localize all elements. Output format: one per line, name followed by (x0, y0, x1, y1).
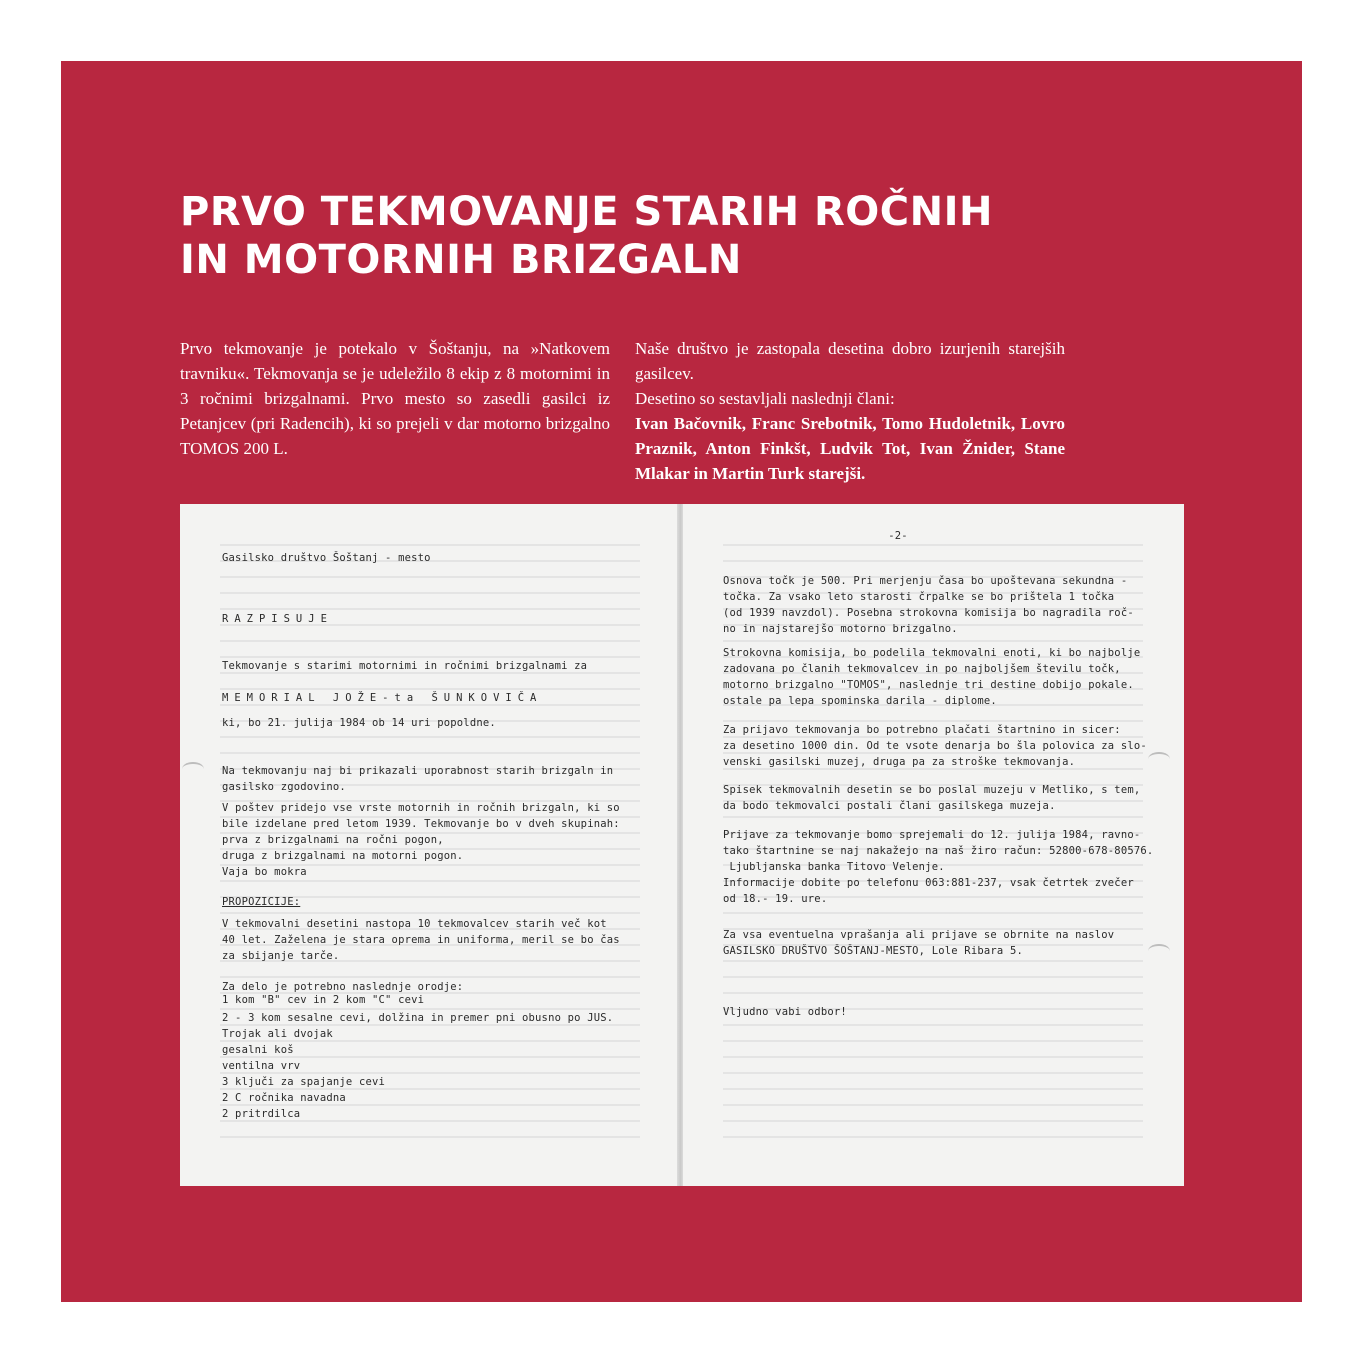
punch-hole (182, 762, 204, 776)
doc-line: 3 ključi za spajanje cevi (222, 1076, 386, 1088)
doc-line: ventilna vrv (222, 1060, 301, 1072)
doc-line: (od 1939 navzdol). Posebna strokovna komisija bo nagradila roč- (723, 607, 1134, 619)
title-line-2: IN MOTORNIH BRIZGALN (180, 237, 742, 283)
doc-line: Na tekmovanju naj bi prikazali uporabnost starih brizgaln in (222, 765, 614, 777)
document-page-right (683, 504, 1184, 1186)
doc-line: Osnova točk je 500. Pri merjenju časa bo upoštevana sekundna - (723, 575, 1128, 587)
team-paragraph: Naše društvo je zastopala desetina dobro izurjenih starejših gasilcev. (635, 339, 1065, 383)
doc-razpisuje: RAZPISUJE (222, 613, 333, 625)
doc-line: 40 let. Zaželena je stara oprema in uniforma, meril se bo čas (222, 934, 620, 946)
doc-line: za desetino 1000 din. Od te vsote denarja bo šla polovica za slo- (723, 740, 1147, 752)
doc-line: zadovana po članih tekmovalcev in po najboljšem številu točk, (723, 663, 1121, 675)
doc-line: 1 kom "B" cev in 2 kom "C" cevi (222, 994, 425, 1006)
doc-line: Za prijavo tekmovanja bo potrebno plačati štartnino in sicer: (723, 724, 1121, 736)
members-heading: Desetino so sestavljali naslednji člani: (635, 389, 895, 408)
punch-hole (1148, 944, 1170, 958)
doc-line: prva z brizgalnami na ročni pogon, (222, 834, 444, 846)
right-text-column (635, 336, 1065, 486)
doc-line: točka. Za vsako leto starosti črpalke se bo prištela 1 točka (723, 591, 1115, 603)
doc-line: 2 - 3 kom sesalne cevi, dolžina in premer pni obusno po JUS. (222, 1012, 614, 1024)
doc-line: GASILSKO DRUŠTVO ŠOŠTANJ-MESTO, Lole Ribara 5. (723, 945, 1023, 957)
doc-line: bile izdelane pred letom 1939. Tekmovanje bo v dveh skupinah: (222, 818, 620, 830)
doc-line: Strokovna komisija, bo podelila tekmovalni enoti, ki bo najbolje (723, 647, 1141, 659)
doc-line: Za vsa eventuelna vprašanja ali prijave se obrnite na naslov (723, 929, 1115, 941)
doc-line: Spisek tekmovalnih desetin se bo poslal muzeju v Metliko, s tem, (723, 784, 1141, 796)
doc-line: druga z brizgalnami na motorni pogon. (222, 850, 464, 862)
doc-line: ki, bo 21. julija 1984 ob 14 uri popoldne. (222, 717, 496, 729)
doc-line: Informacije dobite po telefonu 063:881-237, vsak četrtek zvečer (723, 877, 1134, 889)
doc-line: od 18.- 19. ure. (723, 893, 828, 905)
doc-line: da bodo tekmovalci postali člani gasilskega muzeja. (723, 800, 1056, 812)
doc-line: Ljubljanska banka Titovo Velenje. (723, 861, 945, 873)
doc-propozicije: PROPOZICIJE: (222, 896, 301, 908)
members-list: Ivan Bačovnik, Franc Srebotnik, Tomo Hudoletnik, Lovro Praznik, Anton Finkšt, Ludvik Tot, Ivan Žnider, Stane Mlakar in Martin Turk starejši. (635, 414, 1065, 483)
title-line-1: PRVO TEKMOVANJE STARIH ROČNIH (180, 189, 993, 235)
doc-closing: Vljudno vabi odbor! (723, 1006, 847, 1018)
doc-line: venski gasilski muzej, druga pa za stroške tekmovanja. (723, 756, 1076, 768)
intro-paragraph: Prvo tekmovanje je potekalo v Šoštanju, na »Natkovem travniku«. Tekmovanja se je udeležilo 8 ekip z 8 motornimi in 3 ročnimi brizgalnami. Prvo mesto so zasedli gasilci iz Petanjcev (pri Radencih), ki so prejeli v dar motorno brizgalno TOMOS 200 L. (180, 339, 610, 458)
red-panel (61, 61, 1302, 1302)
doc-line: no in najstarejšo motorno brizgalno. (723, 623, 958, 635)
doc-line: V poštev pridejo vse vrste motornih in ročnih brizgaln, ki so (222, 802, 620, 814)
doc-line: V tekmovalni desetini nastopa 10 tekmovalcev starih več kot (222, 918, 607, 930)
page-title (180, 188, 1140, 284)
doc-line: Vaja bo mokra (222, 866, 307, 878)
doc-line: gasilsko zgodovino. (222, 781, 346, 793)
punch-hole (1148, 752, 1170, 766)
left-text-column (180, 336, 610, 461)
doc-line: motorno brizgalno "TOMOS", naslednje tri destine dobijo pokale. (723, 679, 1134, 691)
doc-memorial: MEMORIAL JOŽE-ta ŠUNKOVIČA (222, 692, 543, 704)
doc-line: 2 pritrdilca (222, 1108, 301, 1120)
doc-line: Za delo je potrebno naslednje orodje: (222, 981, 464, 993)
doc-line: gesalni koš (222, 1044, 294, 1056)
doc-line: 2 C ročnika navadna (222, 1092, 346, 1104)
doc-line: tako štartnine se naj nakažejo na naš žiro račun: 52800-678-80576. (723, 845, 1154, 857)
doc-line: Tekmovanje s starimi motornimi in ročnimi brizgalnami za (222, 660, 588, 672)
scanned-document (180, 504, 1184, 1186)
doc-line: za sbijanje tarče. (222, 950, 340, 962)
doc-line: Prijave za tekmovanje bomo sprejemali do 12. julija 1984, ravno- (723, 829, 1141, 841)
doc-page-number: -2- (888, 530, 908, 542)
document-page-left (180, 504, 678, 1186)
doc-line: Trojak ali dvojak (222, 1028, 333, 1040)
doc-header: Gasilsko društvo Šoštanj - mesto (222, 552, 431, 564)
doc-line: ostale pa lepa spominska darila - diplome. (723, 695, 997, 707)
